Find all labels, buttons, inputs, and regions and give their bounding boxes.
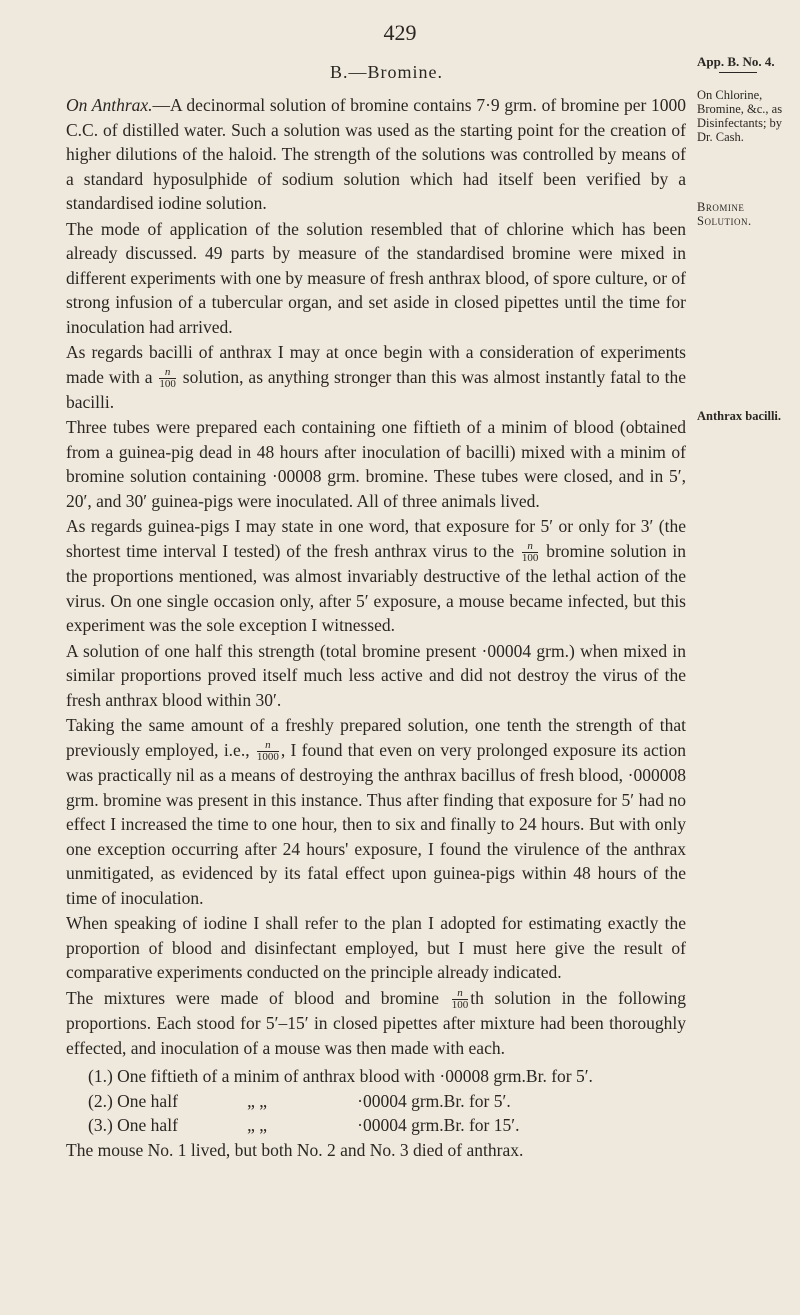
fraction-n-over-100	[159, 367, 176, 390]
paragraph-4: Three tubes were prepared each containing one fiftieth of a minim of blood (obtained from a guinea-pig dead in 48 hours after inoculation of bacilli) mixed with a minim of bromine solution containing ·00008 grm. bromine. These tubes were closed, and in 5′, 20′, and 30′ guinea-pigs were inoculated. All of three animals lived.	[66, 417, 686, 511]
fraction-numerator: n	[257, 740, 279, 752]
paragraph-9	[66, 986, 686, 1060]
section-title: B.—Bromine.	[330, 62, 443, 82]
fraction-n-over-100	[522, 541, 539, 564]
paragraph-5-text-a: As regards guinea-pigs I may state in one word, that exposure for 5′ or only for 3′ (the shortest time interval I tested) of the fresh anthrax virus to the	[66, 516, 686, 561]
list-item-description: One half	[117, 1115, 178, 1136]
margin-note-anthrax-bacilli: Anthrax bacilli.	[697, 409, 782, 423]
fraction-denominator: 100	[521, 552, 539, 565]
paragraph-3-text-b: solution, as anything stronger than this was almost instantly fatal to the bacilli.	[66, 366, 686, 412]
paragraph-7-text-b: , I found that even on very prolonged exposure its action was practically nil as a means of destroying the anthrax bacillus of fresh blood, ·000008 grm. bromine was present in this instance. Thus after finding that exposure for 5′ had no effect I increased the time to one hour, then to six and finally to 24 hours. But with only one exception occurring after 24 hours' exposure, I found the virulence of the anthrax unmitigated, as evidenced by its fatal effect upon guinea-pigs within 48 hours of the time of inoculation.	[66, 739, 686, 908]
paragraph-3	[66, 340, 686, 414]
list-item	[88, 1089, 686, 1114]
list-item-amount: ·00004 grm.Br. for 15′.	[357, 1115, 520, 1136]
margin-note-bromine-solution: Bromine Solution.	[697, 200, 752, 228]
fraction-n-over-100	[452, 988, 469, 1011]
list-item-amount: ·00008 grm.Br. for 5′.	[439, 1066, 593, 1087]
margin-rule	[719, 72, 757, 73]
list-item-description: One half	[117, 1090, 178, 1111]
paragraph-7-text-a: Taking the same amount of a freshly prepared solution, one tenth the strength of that previously employed, i.e.,	[66, 715, 686, 760]
list-item-number: (2.)	[88, 1090, 113, 1111]
paragraph-1-lead: On Anthrax.	[66, 95, 153, 115]
paragraph-5-text-b: bromine solution in the proportions mentioned, was almost invariably destructive of the lethal action of the virus. On one single occasion only, after 5′ exposure, a mouse became infected, but this experiment was the sole exception I witnessed.	[66, 540, 687, 636]
list-item-amount: ·00004 grm.Br. for 5′.	[357, 1090, 511, 1111]
list-item-ditto: „ „	[247, 1090, 268, 1111]
list-item-ditto: „ „	[247, 1115, 268, 1136]
paragraph-1-text: —A decinormal solution of bromine contains 7·9 grm. of bromine per 1000 C.C. of distilled water. Such a solution was used as the starting point for the creation of higher dilutions of the haloid. The strength of the solutions was controlled by means of a standard hyposulphide of sodium solution which had itself been verified by a standardised iodine solution.	[66, 95, 687, 213]
margin-reference	[697, 55, 797, 79]
list-item	[88, 1064, 686, 1089]
final-sentence: The mouse No. 1 lived, but both No. 2 and No. 3 died of anthrax.	[66, 1139, 524, 1160]
fraction-denominator: 100	[451, 999, 469, 1012]
fraction-n-over-1000	[257, 740, 279, 763]
paragraph-1	[66, 93, 686, 216]
fraction-numerator: n	[159, 367, 176, 379]
margin-note-subject: On Chlorine, Bromine, &c., as Disinfectants; by Dr. Cash.	[697, 88, 783, 144]
fraction-numerator: n	[452, 988, 469, 1000]
fraction-denominator: 100	[159, 377, 176, 390]
paragraph-9-text-a: The mixtures were made of blood and bromine	[66, 987, 440, 1008]
list-item-number: (3.)	[88, 1115, 113, 1136]
paragraph-5	[66, 514, 686, 637]
body-text	[66, 93, 686, 1163]
paragraph-6: A solution of one half this strength (total bromine present ·00004 grm.) when mixed in similar proportions proved itself much less active and did not destroy the virus of the fresh anthrax blood within 30′.	[66, 640, 686, 710]
list-item	[88, 1113, 686, 1138]
paragraph-3-text-a: As regards bacilli of anthrax I may at once begin with a consideration of experiments made with a	[66, 342, 686, 387]
paragraph-9-text-b: th solution in the following proportions. Each stood for 5′–15′ in closed pipettes after mixture had been thoroughly effected, and inoculation of a mouse was then made with each.	[66, 987, 686, 1058]
list-item-description: One fiftieth of a minim of anthrax blood with	[117, 1066, 436, 1087]
paragraph-8: When speaking of iodine I shall refer to the plan I adopted for estimating exactly the proportion of blood and disinfectant employed, but I must here give the result of comparative experiments conducted on the principle already indicated.	[66, 913, 686, 983]
fraction-numerator: n	[522, 541, 539, 553]
paragraph-7	[66, 713, 686, 910]
proportions-list	[88, 1064, 686, 1138]
appendix-ref: App. B. No. 4.	[697, 54, 775, 69]
page-number: 429	[383, 20, 417, 45]
list-item-number: (1.)	[88, 1066, 113, 1087]
fraction-denominator: 1000	[256, 751, 279, 764]
paragraph-2: The mode of application of the solution resembled that of chlorine which has been already discussed. 49 parts by measure of the standardised bromine were mixed in different experiments with one by measure of fresh anthrax blood, of spore culture, or of strong infusion of a tubercular organ, and set aside in closed pipettes until the time for inoculation had arrived.	[66, 218, 686, 337]
